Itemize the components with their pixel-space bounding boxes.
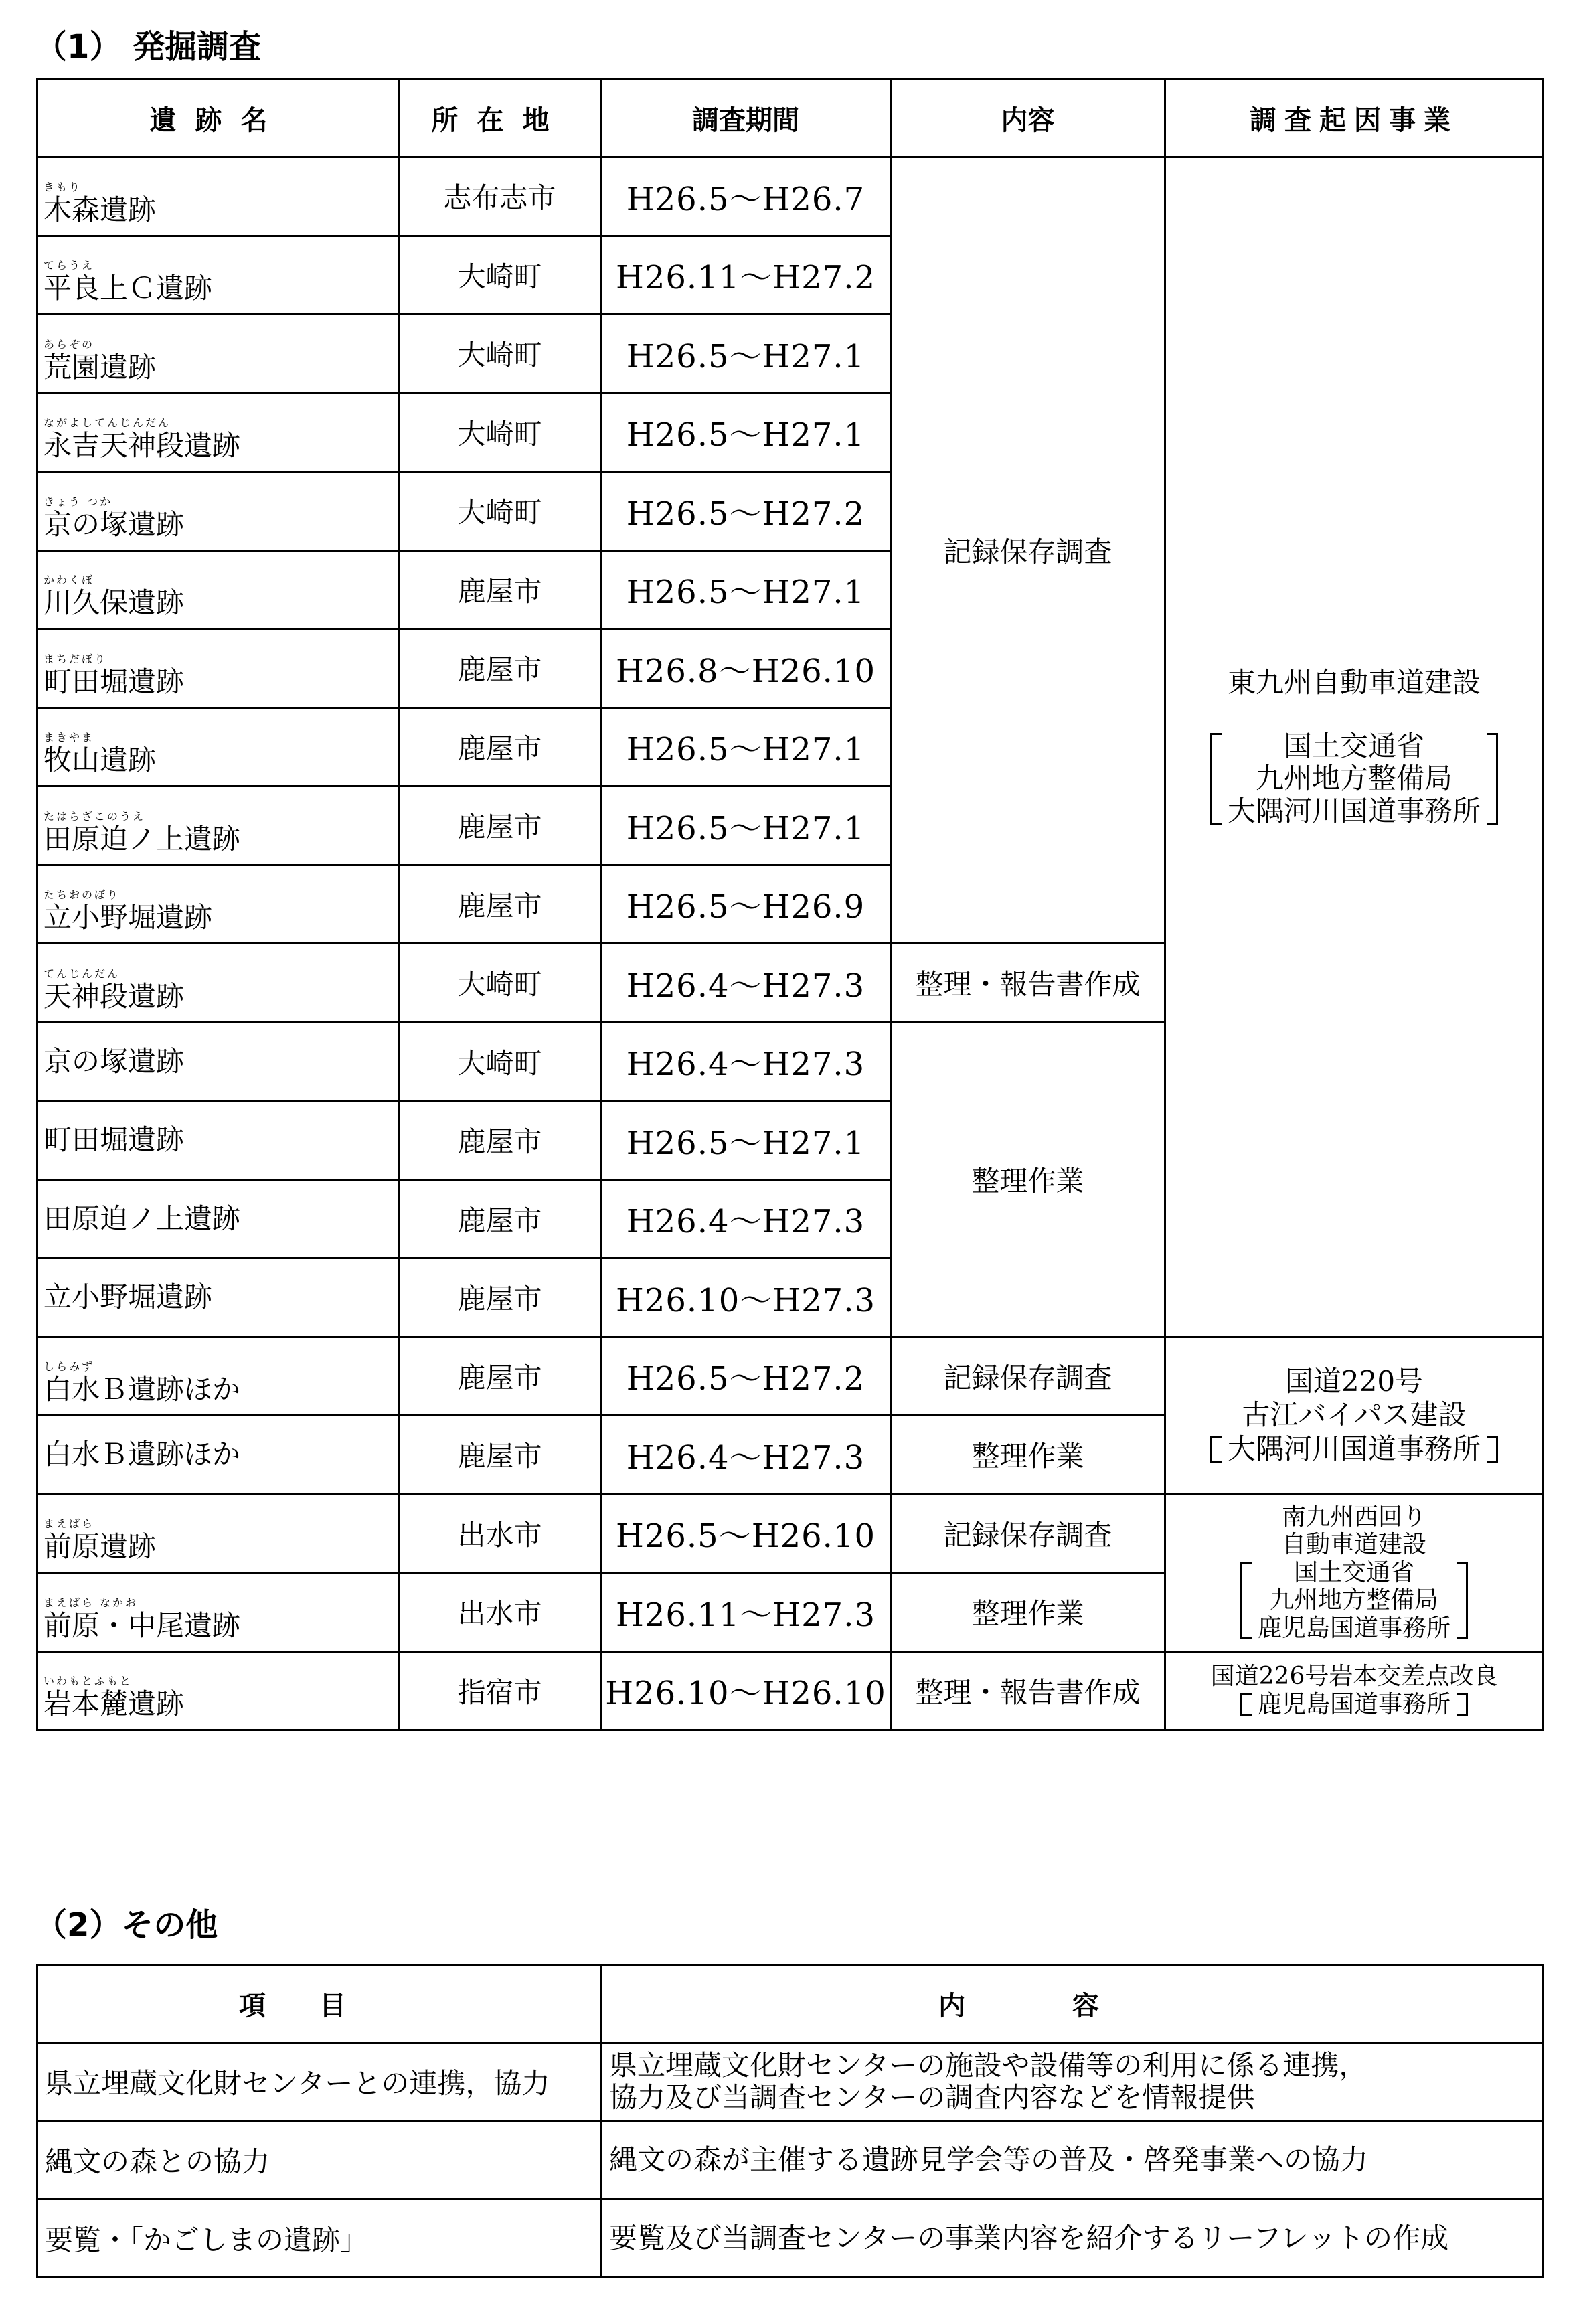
period: H26.8～H26.10 — [615, 652, 876, 690]
site-name-cell — [37, 236, 399, 315]
header-content2: 内容 — [602, 1965, 1544, 2043]
site-name: 天神段遺跡 — [44, 979, 185, 1013]
table-row — [37, 1651, 1544, 1730]
table-row — [37, 2121, 1544, 2200]
project-org: 鹿児島国道事務所 — [1257, 1614, 1450, 1642]
site-name: 立小野堀遺跡 — [44, 1280, 213, 1314]
project-name: 南九州西回り — [1281, 1503, 1426, 1531]
site-name: 前原・中尾遺跡 — [44, 1608, 241, 1642]
site-name: 白水Ｂ遺跡ほか — [44, 1373, 241, 1406]
site-name-cell — [37, 1022, 399, 1101]
spacer — [1166, 699, 1542, 730]
location: 鹿屋市 — [457, 1440, 542, 1473]
site-ruby: たちおのぼり — [44, 888, 120, 901]
period: H26.5～H27.1 — [626, 731, 865, 769]
period: H26.5～H26.7 — [626, 180, 865, 218]
content-text: 記録保存調査 — [943, 1361, 1112, 1394]
period-cell — [601, 865, 891, 944]
site-name-cell — [37, 472, 399, 551]
period: H26.11～H27.3 — [615, 1596, 876, 1634]
location: 鹿屋市 — [457, 1125, 542, 1159]
period: H26.10～H27.3 — [615, 1281, 876, 1319]
period: H26.5～H27.1 — [626, 809, 865, 847]
period-cell — [601, 1258, 891, 1337]
location-cell — [399, 786, 601, 865]
period-cell — [601, 629, 891, 708]
site-name: 川久保遺跡 — [44, 586, 185, 619]
period: H26.4～H27.3 — [626, 967, 865, 1005]
site-name: 牧山遺跡 — [44, 744, 157, 776]
site-name-cell — [37, 629, 399, 708]
site-name-cell — [37, 1573, 399, 1652]
site-ruby: まきやま — [44, 731, 95, 744]
period-cell — [601, 472, 891, 551]
table-row — [37, 1337, 1544, 1416]
location-cell — [399, 393, 601, 472]
site-ruby: かわくぼ — [44, 574, 95, 586]
site-ruby: まえばら — [44, 1517, 95, 1530]
site-ruby: しらみず — [44, 1360, 95, 1373]
site-name: 永吉天神段遺跡 — [44, 429, 241, 462]
period-cell — [601, 1101, 891, 1180]
site-ruby: たはらざこのうえ — [44, 809, 146, 823]
location: 鹿屋市 — [457, 732, 542, 765]
site-ruby: てんじんだん — [44, 967, 120, 980]
project-org: 九州地方整備局 — [1269, 1586, 1438, 1614]
table-row — [37, 1494, 1544, 1573]
project-higashi_kyushu — [1165, 157, 1544, 1337]
location: 大崎町 — [457, 968, 542, 1001]
content-text: 整理作業 — [971, 1440, 1084, 1473]
project-name: 国道220号 — [1284, 1364, 1424, 1398]
period-cell — [601, 550, 891, 629]
site-name-cell — [37, 865, 399, 944]
period: H26.5～H27.1 — [626, 416, 865, 454]
location-cell — [399, 1258, 601, 1337]
period: H26.4～H27.3 — [626, 1438, 865, 1477]
site-ruby: きもり — [44, 180, 82, 193]
content-maebara-kiroku — [891, 1494, 1165, 1573]
site-ruby: ながよしてんじんだん — [44, 416, 171, 429]
section2-title: （2）その他 — [35, 1906, 218, 1944]
content-maebara-seiri — [891, 1573, 1165, 1652]
content-text: 記録保存調査 — [943, 1518, 1112, 1552]
project-org-bracket — [1240, 1559, 1468, 1642]
period: H26.5～H27.1 — [626, 337, 865, 376]
project-org-bracket — [1240, 1691, 1468, 1718]
period-cell — [601, 157, 891, 236]
location-cell — [399, 1179, 601, 1258]
period-cell — [601, 1573, 891, 1652]
project-text — [1166, 1503, 1542, 1642]
site-ruby: あらぞの — [44, 337, 95, 351]
content-text: 整理作業 — [971, 1597, 1084, 1631]
period-cell — [601, 1337, 891, 1416]
project-org-bracket — [1210, 1433, 1498, 1465]
item-cell — [37, 2121, 602, 2200]
site-name-cell — [37, 1101, 399, 1180]
project-name: 自動車道建設 — [1281, 1531, 1426, 1559]
project-text — [1166, 1365, 1542, 1466]
item-cell — [37, 2200, 602, 2278]
period: H26.10～H26.10 — [605, 1675, 886, 1713]
header-location: 所在地 — [399, 80, 601, 157]
site-name: 岩本麓遺跡 — [44, 1687, 185, 1720]
content-cell — [602, 2043, 1544, 2121]
item-text: 県立埋蔵文化財センターとの連携，協力 — [45, 2067, 550, 2100]
table-row — [37, 2200, 1544, 2278]
location-cell — [399, 708, 601, 786]
location-cell — [399, 944, 601, 1023]
location: 出水市 — [457, 1597, 542, 1631]
location: 大崎町 — [457, 1046, 542, 1080]
site-name: 田原迫ノ上遺跡 — [44, 1201, 241, 1235]
project-kokudo226 — [1165, 1651, 1544, 1730]
period: H26.5～H27.2 — [626, 1360, 865, 1398]
site-name-cell — [37, 1258, 399, 1337]
item-text: 縄文の森との協力 — [45, 2145, 270, 2178]
project-org: 九州地方整備局 — [1255, 762, 1452, 795]
header-period: 調査期間 — [601, 80, 891, 157]
location: 志布志市 — [443, 181, 556, 215]
location-cell — [399, 1494, 601, 1573]
site-name: 町田堀遺跡 — [44, 1123, 185, 1157]
content-seiri-hokoku — [891, 944, 1165, 1023]
location: 鹿屋市 — [457, 1204, 542, 1237]
site-ruby: まえばら なかお — [44, 1596, 139, 1609]
content-cell — [602, 2121, 1544, 2200]
content-line: 縄文の森が主催する遺跡見学会等の普及・啓発事業への協力 — [609, 2143, 1369, 2176]
content-cell — [602, 2200, 1544, 2278]
site-ruby: きょう つか — [44, 495, 113, 508]
project-text — [1166, 666, 1542, 828]
project-org: 鹿児島国道事務所 — [1257, 1690, 1450, 1718]
location-cell — [399, 1337, 601, 1416]
site-name-cell — [37, 786, 399, 865]
period: H26.11～H27.2 — [615, 259, 876, 297]
location: 鹿屋市 — [457, 574, 542, 608]
header-site-name: 遺跡名 — [37, 80, 399, 157]
location: 大崎町 — [457, 260, 542, 293]
item-cell — [37, 2043, 602, 2121]
location-cell — [399, 1651, 601, 1730]
location: 鹿屋市 — [457, 653, 542, 687]
period-cell — [601, 708, 891, 786]
site-name: 前原遺跡 — [44, 1530, 157, 1563]
content-seiri-sagyo — [891, 1022, 1165, 1337]
content-text: 整理・報告書作成 — [915, 1675, 1141, 1709]
content-text: 整理作業 — [971, 1165, 1084, 1197]
location: 大崎町 — [457, 417, 542, 450]
period: H26.5～H26.9 — [626, 888, 865, 926]
project-name: 国道226号岩本交差点改良 — [1210, 1663, 1498, 1691]
site-name: 京の塚遺跡 — [44, 507, 185, 541]
project-name: 東九州自動車道建設 — [1227, 665, 1481, 699]
site-name-cell — [37, 393, 399, 472]
site-name-cell — [37, 157, 399, 236]
other-table — [36, 1964, 1544, 2278]
content-line: 要覧及び当調査センターの事業内容を紹介するリーフレットの作成 — [609, 2221, 1449, 2254]
site-ruby: まちだぼり — [44, 652, 108, 665]
section1-title: （1） 発掘調査 — [35, 28, 262, 66]
project-org: 大隅河川国道事務所 — [1227, 794, 1481, 827]
period: H26.4～H27.3 — [626, 1203, 865, 1241]
location-cell — [399, 1101, 601, 1180]
location: 鹿屋市 — [457, 1361, 542, 1394]
location-cell — [399, 629, 601, 708]
location: 鹿屋市 — [457, 1282, 542, 1316]
period: H26.5～H27.1 — [626, 1124, 865, 1162]
site-ruby: いわもとふもと — [44, 1675, 133, 1687]
project-name: 古江バイパス建設 — [1242, 1398, 1467, 1432]
location: 指宿市 — [457, 1675, 542, 1709]
site-name: 荒園遺跡 — [44, 350, 157, 384]
excavation-header-row — [37, 80, 1544, 157]
location-cell — [399, 157, 601, 236]
table-row — [37, 157, 1544, 236]
period-cell — [601, 1494, 891, 1573]
period-cell — [601, 786, 891, 865]
site-name-cell — [37, 550, 399, 629]
site-name-cell — [37, 1337, 399, 1416]
location-cell — [399, 1022, 601, 1101]
header-project: 調査起因事業 — [1165, 80, 1544, 157]
site-name-cell — [37, 1651, 399, 1730]
content-line: 県立埋蔵文化財センターの施設や設備等の利用に係る連携， — [609, 2048, 1367, 2082]
site-name-cell — [37, 708, 399, 786]
site-name: 木森遺跡 — [44, 193, 157, 226]
location: 鹿屋市 — [457, 889, 542, 922]
content-iwamoto — [891, 1651, 1165, 1730]
site-name: 平良上Ｃ遺跡 — [44, 272, 213, 305]
site-name-cell — [37, 944, 399, 1023]
header-content: 内容 — [891, 80, 1165, 157]
location: 大崎町 — [457, 496, 542, 529]
site-ruby: てらうえ — [44, 259, 95, 272]
site-name: 京の塚遺跡 — [44, 1044, 185, 1078]
location-cell — [399, 1573, 601, 1652]
site-name: 白水Ｂ遺跡ほか — [44, 1438, 241, 1471]
site-name-cell — [37, 1179, 399, 1258]
item-text: 要覧・「かごしまの遺跡」 — [45, 2224, 369, 2256]
project-org: 国土交通省 — [1283, 729, 1424, 762]
location-cell — [399, 865, 601, 944]
site-name: 立小野堀遺跡 — [44, 901, 213, 934]
content-shiramizu-kiroku — [891, 1337, 1165, 1416]
project-org: 大隅河川国道事務所 — [1227, 1432, 1481, 1465]
period-cell — [601, 944, 891, 1023]
period: H26.4～H27.3 — [626, 1046, 865, 1084]
period: H26.5～H27.2 — [626, 495, 865, 533]
period-cell — [601, 1416, 891, 1495]
period-cell — [601, 315, 891, 394]
site-name-cell — [37, 1416, 399, 1495]
period: H26.5～H27.1 — [626, 574, 865, 612]
period-cell — [601, 236, 891, 315]
period-cell — [601, 1651, 891, 1730]
content-kiroku — [891, 157, 1165, 944]
project-text — [1166, 1663, 1542, 1718]
site-name-cell — [37, 315, 399, 394]
location-cell — [399, 1416, 601, 1495]
period-cell — [601, 1179, 891, 1258]
period-cell — [601, 393, 891, 472]
location: 大崎町 — [457, 339, 542, 372]
table-row — [37, 2043, 1544, 2121]
location: 出水市 — [457, 1518, 542, 1552]
location: 鹿屋市 — [457, 811, 542, 844]
location-cell — [399, 550, 601, 629]
header-item: 項目 — [37, 1965, 602, 2043]
excavation-table — [36, 78, 1544, 1731]
project-kokudo220 — [1165, 1337, 1544, 1494]
location-cell — [399, 236, 601, 315]
site-name: 田原迫ノ上遺跡 — [44, 822, 241, 855]
content-text: 整理・報告書作成 — [915, 968, 1141, 1001]
other-header-row — [37, 1965, 1544, 2043]
content-shiramizu-seiri — [891, 1416, 1165, 1495]
site-name: 町田堀遺跡 — [44, 665, 185, 698]
site-name-cell — [37, 1494, 399, 1573]
project-org: 国土交通省 — [1293, 1558, 1414, 1586]
location-cell — [399, 472, 601, 551]
content-text: 記録保存調査 — [943, 535, 1112, 568]
content-line: 協力及び当調査センターの調査内容などを情報提供 — [609, 2081, 1255, 2114]
period: H26.5～H26.10 — [615, 1517, 876, 1556]
location-cell — [399, 315, 601, 394]
project-org-bracket — [1210, 730, 1498, 827]
project-minami_kyushu — [1165, 1494, 1544, 1651]
period-cell — [601, 1022, 891, 1101]
